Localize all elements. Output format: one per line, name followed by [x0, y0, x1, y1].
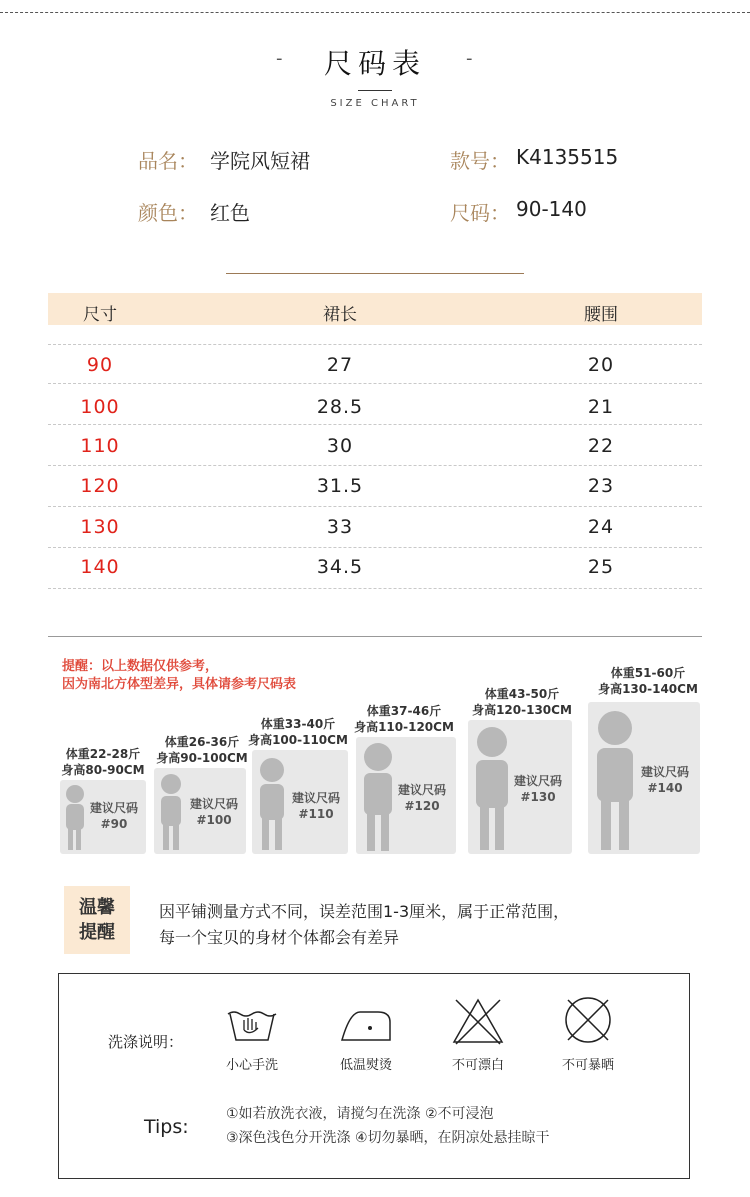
waist-cell: 25: [587, 556, 615, 578]
kid-weight-110: 体重33-40斤: [260, 717, 336, 731]
skirt-length-cell: 27: [326, 354, 354, 376]
color-value: 红色: [210, 201, 250, 225]
size-cell: 120: [80, 475, 120, 497]
kid-height-130: 身高120-130CM: [472, 703, 572, 717]
row-divider: [48, 547, 702, 548]
kid-rec-label-100: 建议尺码: [189, 797, 238, 811]
color-label: 颜色：: [138, 201, 198, 225]
waist-cell: 20: [587, 354, 615, 376]
size-cell: 110: [80, 435, 120, 457]
page-subtitle: SIZE CHART: [330, 98, 420, 109]
info-divider: [226, 273, 524, 274]
row-divider: [48, 424, 702, 425]
kid-weight-120: 体重37-46斤: [366, 704, 442, 718]
section-divider: [48, 636, 702, 637]
skirt-length-cell: 31.5: [316, 475, 364, 497]
col-header-size: 尺寸: [83, 305, 117, 325]
kid-height-110: 身高100-110CM: [248, 733, 348, 747]
skirt-length-cell: 30: [326, 435, 354, 457]
kid-height-140: 身高130-140CM: [598, 682, 698, 696]
waist-cell: 22: [587, 435, 615, 457]
no-sun-label: 不可暴晒: [561, 1058, 614, 1073]
no-bleach-icon: [450, 996, 506, 1046]
low-iron-icon: [338, 1000, 394, 1044]
product-name-value: 学院风短裙: [210, 149, 310, 173]
kid-height-120: 身高110-120CM: [354, 720, 454, 734]
product-name-label: 品名：: [138, 149, 198, 173]
kid-rec-size-140: #140: [647, 781, 683, 795]
kid-rec-label-140: 建议尺码: [640, 765, 689, 779]
kid-rec-label-90: 建议尺码: [89, 801, 138, 815]
size-cell: 140: [80, 556, 120, 578]
skirt-length-cell: 34.5: [316, 556, 364, 578]
kid-weight-130: 体重43-50斤: [484, 687, 560, 701]
waist-cell: 24: [587, 516, 615, 538]
size-cell: 100: [80, 396, 120, 418]
size-range-value: 90-140: [516, 197, 587, 221]
kid-rec-label-110: 建议尺码: [291, 791, 340, 805]
row-divider: [48, 588, 702, 589]
kid-height-100: 身高90-100CM: [156, 751, 248, 765]
style-code-label: 款号：: [450, 149, 510, 173]
warm-label-line-2: 提醒: [79, 922, 115, 943]
warm-label-line-1: 温馨: [79, 897, 115, 918]
kid-rec-label-120: 建议尺码: [397, 783, 446, 797]
kid-rec-size-110: #110: [298, 807, 334, 821]
tips-label: Tips:: [144, 1116, 189, 1138]
kid-weight-100: 体重26-36斤: [164, 735, 240, 749]
hand-wash-icon: [224, 1000, 280, 1044]
warm-note-line-1: 因平铺测量方式不同，误差范围1-3厘米，属于正常范围，: [159, 902, 570, 921]
kid-rec-label-130: 建议尺码: [513, 774, 562, 788]
kid-weight-90: 体重22-28斤: [65, 747, 141, 761]
top-dashed-divider: [0, 12, 750, 13]
kid-rec-size-130: #130: [520, 790, 556, 804]
size-cell: 130: [80, 516, 120, 538]
kid-rec-size-90: #90: [100, 817, 128, 831]
title-dash-right: -: [466, 48, 473, 69]
row-divider: [48, 506, 702, 507]
row-divider: [48, 344, 702, 345]
low-iron-label: 低温熨烫: [339, 1058, 392, 1073]
tips-line-1: ①如若放洗衣液，请搅匀在洗涤 ②不可浸泡: [226, 1106, 494, 1122]
care-label: 洗涤说明：: [108, 1033, 184, 1051]
size-cell: 90: [86, 354, 114, 376]
skirt-length-cell: 28.5: [316, 396, 364, 418]
row-divider: [48, 465, 702, 466]
size-range-label: 尺码：: [450, 201, 510, 225]
col-header-skirt-length: 裙长: [323, 305, 357, 325]
reminder-line-2: 因为南北方体型差异，具体请参考尺码表: [62, 677, 297, 692]
waist-cell: 21: [587, 396, 615, 418]
title-dash-left: -: [276, 48, 283, 69]
hand-wash-label: 小心手洗: [225, 1058, 278, 1073]
page-title: 尺码表: [323, 47, 426, 80]
col-header-waist: 腰围: [584, 305, 618, 325]
tips-line-2: ③深色浅色分开洗涤 ④切勿暴晒，在阴凉处悬挂晾干: [226, 1130, 550, 1146]
kid-height-90: 身高80-90CM: [61, 763, 145, 777]
row-divider: [48, 383, 702, 384]
no-sun-icon: [562, 994, 614, 1046]
style-code-value: K4135515: [516, 145, 619, 169]
title-underline: [358, 90, 392, 91]
skirt-length-cell: 33: [326, 516, 354, 538]
kid-rec-size-120: #120: [404, 799, 440, 813]
reminder-line-1: 提醒：以上数据仅供参考，: [62, 659, 219, 674]
kid-weight-140: 体重51-60斤: [610, 666, 686, 680]
kid-rec-size-100: #100: [196, 813, 232, 827]
waist-cell: 23: [587, 475, 615, 497]
warm-reminder-label: [64, 895, 130, 945]
child-silhouette-icon: [154, 768, 188, 854]
warm-note-line-2: 每一个宝贝的身材个体都会有差异: [159, 928, 400, 947]
no-bleach-label: 不可漂白: [451, 1058, 504, 1073]
